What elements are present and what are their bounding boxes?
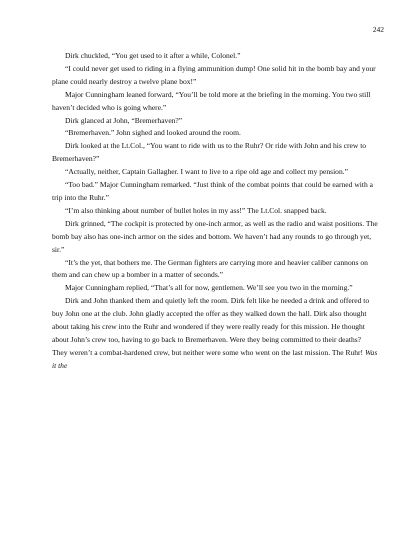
paragraph: Dirk glanced at John, “Bremerhaven?” bbox=[65, 115, 183, 125]
paragraph: “Too bad.” Major Cunningham remarked. “Just think of the combat points that could be earned with a trip into the Ruhr.” bbox=[52, 180, 373, 202]
paragraph-text: Dirk and John thanked them and quietly left the room. Dirk felt like he needed a drink and offered to buy John one at the club. John gladly accepted the offer as they walked down the hall. Dirk also thought about taking his crew into the Ruhr and wondered if they were really ready for this mission. He thought about John’s crew too, having to go back to Bremerhaven. Were they being committed to their deaths? They weren’t a combat-hardened crew, but neither were some who went on the last mission. The Ruhr! bbox=[52, 296, 370, 357]
italic-text: Was it the bbox=[52, 347, 378, 370]
paragraph: Dirk looked at the Lt.Col., “You want to ride with us to the Ruhr? Or ride with John and his crew to Bremerhaven?” bbox=[52, 141, 367, 164]
paragraph: “I’m also thinking about number of bullet holes in my ass!” The Lt.Col. snapped back. bbox=[65, 205, 327, 215]
paragraph: Major Cunningham replied, “That’s all for now, gentlemen. We’ll see you two in the morning.” bbox=[65, 283, 353, 293]
page-number: 242 bbox=[372, 25, 384, 34]
paragraph: Dirk grinned, “The cockpit is protected by one-inch armor, as well as the radio and waist positions. The bomb bay also has one-inch armor on the sides and bottom. We haven’t had any rounds to go through yet, sir.” bbox=[52, 218, 378, 254]
paragraph: Dirk chuckled, “You get used to it after a while, Colonel.” bbox=[65, 51, 241, 60]
paragraph: Major Cunningham leaned forward, “You’ll be told more at the briefing in the morning. You two still haven’t decided who is going where.” bbox=[52, 89, 371, 112]
paragraph: “I could never get used to riding in a flying ammunition dump! One solid hit in the bomb bay and your plane could nearly destroy a twelve plane box!” bbox=[52, 63, 376, 86]
paragraph: “Actually, neither, Captain Gallagher. I want to live to a ripe old age and collect my pension.” bbox=[65, 167, 348, 177]
paragraph: “Bremerhaven.” John sighed and looked around the room. bbox=[65, 128, 241, 138]
paragraph bbox=[52, 295, 378, 372]
body-text bbox=[52, 50, 378, 373]
paragraph: “It’s the yet, that bothers me. The German fighters are carrying more and heavier caliber cannons on them and can chew up a bomber in a matter of seconds.” bbox=[52, 257, 368, 280]
